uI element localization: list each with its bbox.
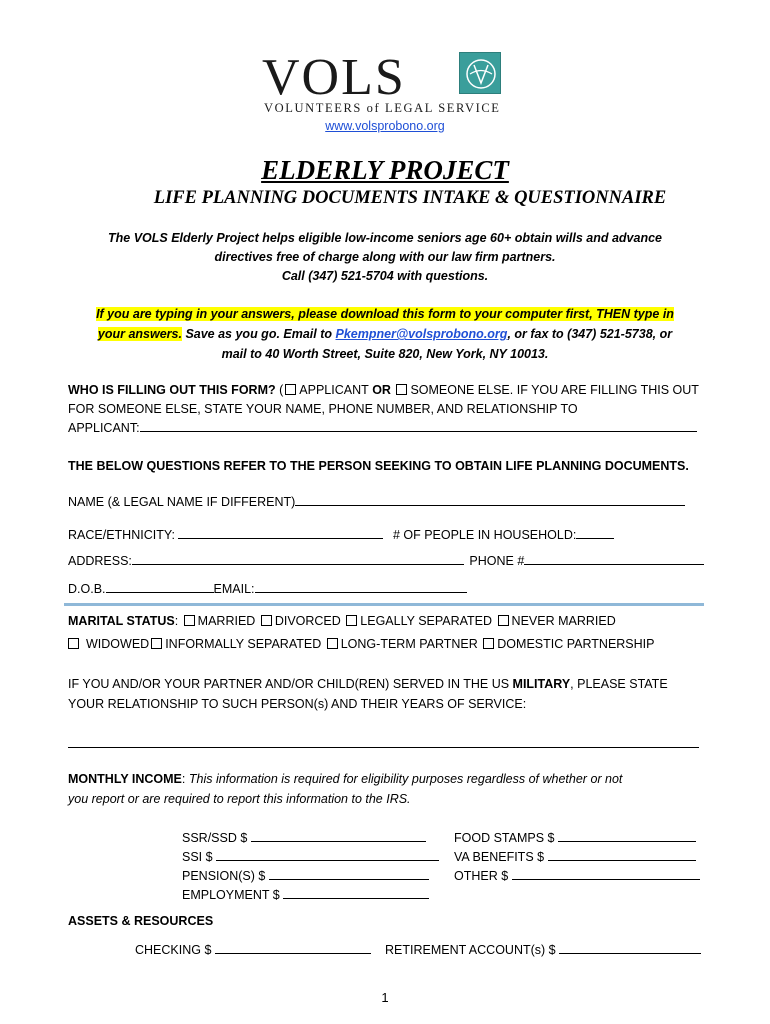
who-filling-line-2: FOR SOMEONE ELSE, STATE YOUR NAME, PHONE NUMBER, AND RELATIONSHIP TO — [68, 402, 578, 416]
race-label: RACE/ETHNICITY: — [68, 528, 175, 542]
food-stamps-field[interactable] — [558, 830, 696, 842]
employment-label: EMPLOYMENT $ — [182, 888, 280, 902]
never-married-label: NEVER MARRIED — [511, 614, 616, 628]
address-label: ADDRESS: — [68, 554, 132, 568]
marital-status-label: MARITAL STATUS — [68, 614, 175, 628]
intro-line-3: Call (347) 521-5704 with questions. — [281, 269, 489, 283]
va-benefits-label: VA BENEFITS $ — [454, 850, 545, 864]
marital-colon: : — [174, 614, 179, 628]
applicant-checkbox[interactable] — [285, 384, 296, 395]
email-field[interactable] — [255, 581, 467, 593]
income-note-1: This information is required for eligibility purposes regardless of whether or not — [185, 772, 623, 786]
applicant-field[interactable] — [140, 420, 697, 432]
section-note: THE BELOW QUESTIONS REFER TO THE PERSON SEEKING TO OBTAIN LIFE PLANNING DOCUMENTS. — [68, 459, 689, 473]
who-filling-label: WHO IS FILLING OUT THIS FORM? — [68, 383, 276, 397]
intro-line-1: The VOLS Elderly Project helps eligible low-income seniors age 60+ obtain wills and advance — [108, 231, 662, 245]
ssi-field[interactable] — [216, 849, 439, 861]
retirement-label: RETIREMENT ACCOUNT(s) $ — [385, 943, 556, 957]
retirement-field[interactable] — [559, 942, 701, 954]
married-label: MARRIED — [197, 614, 256, 628]
applicant-label: APPLICANT — [299, 383, 369, 397]
dob-field[interactable] — [106, 581, 214, 593]
marital-status-row-1 — [68, 612, 616, 631]
military-text-2: , PLEASE STATE — [570, 677, 668, 691]
page-subtitle: LIFE PLANNING DOCUMENTS INTAKE & QUESTIONNAIRE — [153, 188, 667, 208]
military-question-line-2: YOUR RELATIONSHIP TO SUCH PERSON(s) AND THEIR YEARS OF SERVICE: — [68, 697, 527, 711]
dob-label: D.O.B. — [68, 582, 106, 596]
who-filling-question — [68, 381, 699, 400]
household-field[interactable] — [576, 527, 614, 539]
other-label: OTHER $ — [454, 869, 509, 883]
informally-separated-checkbox[interactable] — [151, 638, 162, 649]
domestic-partnership-checkbox[interactable] — [483, 638, 494, 649]
email-link[interactable]: Pkempner@volsprobono.org — [335, 327, 508, 341]
food-stamps-label: FOOD STAMPS $ — [454, 831, 555, 845]
someone-else-checkbox[interactable] — [396, 384, 407, 395]
legally-separated-label: LEGALLY SEPARATED — [360, 614, 493, 628]
income-label: MONTHLY INCOME — [68, 772, 182, 786]
notice-highlight-1: If you are typing in your answers, please download this form to your computer first, THEN type in — [96, 307, 674, 321]
paren: ( — [275, 383, 284, 397]
widowed-checkbox[interactable] — [68, 638, 79, 649]
domestic-partnership-label: DOMESTIC PARTNERSHIP — [497, 637, 655, 651]
notice-fax: , or fax to (347) 521-5738, or — [507, 327, 673, 341]
married-checkbox[interactable] — [184, 615, 195, 626]
informally-separated-label: INFORMALLY SEPARATED — [165, 637, 322, 651]
other-field[interactable] — [512, 868, 700, 880]
notice-mail: mail to 40 Worth Street, Suite 820, New York, NY 10013. — [221, 347, 549, 361]
name-label: NAME (& LEGAL NAME IF DIFFERENT) — [68, 495, 296, 509]
section-divider — [64, 603, 704, 606]
phone-label: PHONE # — [469, 554, 525, 568]
widowed-label: WIDOWED — [86, 637, 150, 651]
logo — [262, 50, 512, 118]
checking-field[interactable] — [215, 942, 371, 954]
address-field[interactable] — [132, 553, 464, 565]
pension-field[interactable] — [269, 868, 429, 880]
va-benefits-field[interactable] — [548, 849, 696, 861]
marital-status-row-2 — [66, 635, 654, 654]
someone-else-label: SOMEONE ELSE. IF YOU ARE FILLING THIS OUT — [410, 383, 699, 397]
military-answer-field[interactable] — [68, 747, 699, 748]
ssr-field[interactable] — [251, 830, 426, 842]
military-bold: MILITARY — [512, 677, 571, 691]
legally-separated-checkbox[interactable] — [346, 615, 357, 626]
checking-label: CHECKING $ — [135, 943, 212, 957]
income-colon: : — [181, 772, 186, 786]
long-term-partner-checkbox[interactable] — [327, 638, 338, 649]
long-term-partner-label: LONG-TERM PARTNER — [340, 637, 478, 651]
typing-notice — [60, 304, 710, 364]
email-label: EMAIL: — [213, 582, 255, 596]
divorced-label: DIVORCED — [274, 614, 341, 628]
page-title: ELDERLY PROJECT — [261, 155, 509, 185]
notice-save: Save as you go. Email to — [181, 327, 336, 341]
pension-label: PENSION(S) $ — [182, 869, 266, 883]
assets-label: ASSETS & RESOURCES — [68, 914, 214, 928]
income-note-2: you report or are required to report this information to the IRS. — [68, 792, 411, 806]
applicant-field-label: APPLICANT: — [68, 421, 140, 435]
website-link[interactable]: www.volsprobono.org — [325, 119, 445, 133]
page-number: 1 — [381, 990, 389, 1005]
military-text-1: IF YOU AND/OR YOUR PARTNER AND/OR CHILD(REN) SERVED IN THE US — [68, 677, 513, 691]
divorced-checkbox[interactable] — [261, 615, 272, 626]
logo-emblem-icon — [459, 52, 501, 94]
employment-field[interactable] — [283, 887, 429, 899]
income-intro — [68, 770, 622, 789]
military-question — [68, 675, 668, 694]
intro-line-2: directives free of charge along with our law firm partners. — [214, 250, 556, 264]
race-field[interactable] — [178, 527, 383, 539]
notice-highlight-2: your answers. — [97, 327, 182, 341]
never-married-checkbox[interactable] — [498, 615, 509, 626]
logo-wordmark: VOLS — [262, 49, 406, 106]
or-label: OR — [368, 383, 395, 397]
household-label: # OF PEOPLE IN HOUSEHOLD: — [392, 528, 577, 542]
logo-subtitle: VOLUNTEERS of LEGAL SERVICE — [264, 101, 501, 115]
ssr-label: SSR/SSD $ — [182, 831, 248, 845]
intro-text — [0, 229, 770, 286]
phone-field[interactable] — [524, 553, 704, 565]
name-field[interactable] — [295, 494, 685, 506]
ssi-label: SSI $ — [182, 850, 213, 864]
